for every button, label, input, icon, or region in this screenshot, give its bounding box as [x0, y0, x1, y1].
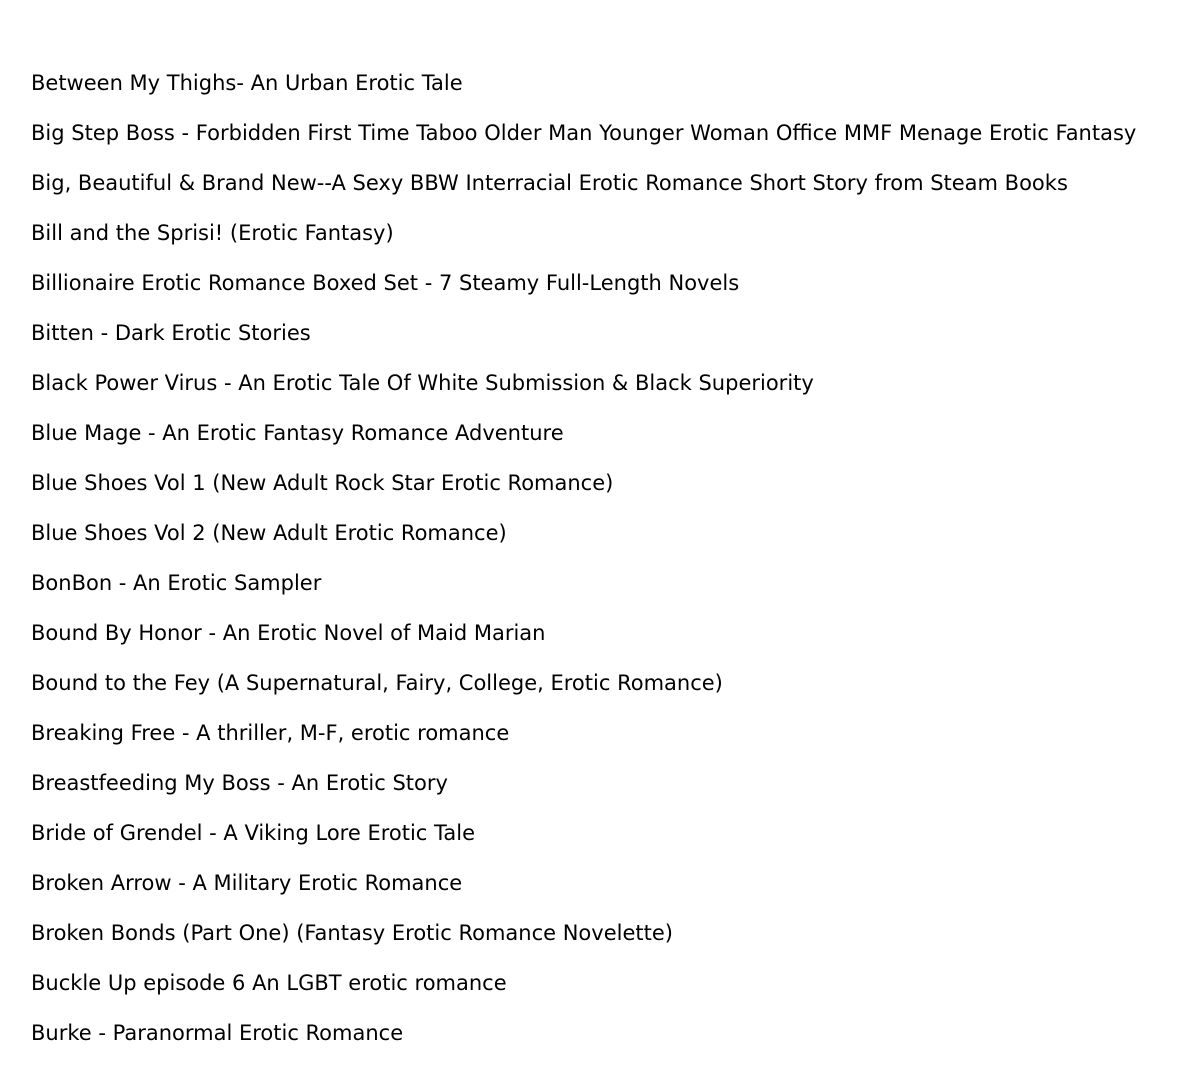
list-item: Broken Arrow - A Military Erotic Romance — [31, 871, 463, 895]
list-item: Breaking Free - A thriller, M-F, erotic romance — [31, 721, 510, 745]
list-item: Blue Mage - An Erotic Fantasy Romance Adventure — [31, 421, 564, 445]
list-item: Black Power Virus - An Erotic Tale Of White Submission & Black Superiority — [31, 371, 814, 395]
list-item: Bride of Grendel - A Viking Lore Erotic Tale — [31, 821, 475, 845]
list-item: Buckle Up episode 6 An LGBT erotic romance — [31, 971, 507, 995]
list-item: BonBon - An Erotic Sampler — [31, 571, 322, 595]
list-item: Bound By Honor - An Erotic Novel of Maid Marian — [31, 621, 546, 645]
list-item: Broken Bonds (Part One) (Fantasy Erotic Romance Novelette) — [31, 921, 673, 945]
list-item: Bitten - Dark Erotic Stories — [31, 321, 311, 345]
list-item: Blue Shoes Vol 2 (New Adult Erotic Romance) — [31, 521, 507, 545]
list-item: Burke - Paranormal Erotic Romance — [31, 1021, 404, 1045]
list-item: Breastfeeding My Boss - An Erotic Story — [31, 771, 448, 795]
list-item: Bound to the Fey (A Supernatural, Fairy, College, Erotic Romance) — [31, 671, 723, 695]
list-item: Billionaire Erotic Romance Boxed Set - 7 Steamy Full-Length Novels — [31, 271, 740, 295]
list-item: Big, Beautiful & Brand New--A Sexy BBW Interracial Erotic Romance Short Story from Steam Books — [31, 171, 1068, 195]
list-item: Big Step Boss - Forbidden First Time Taboo Older Man Younger Woman Office MMF Menage Erotic Fantasy — [31, 121, 1137, 145]
title-list — [31, 58, 1191, 1058]
list-item: Blue Shoes Vol 1 (New Adult Rock Star Erotic Romance) — [31, 471, 614, 495]
list-item: Between My Thighs- An Urban Erotic Tale — [31, 71, 463, 95]
list-item: Bill and the Sprisi! (Erotic Fantasy) — [31, 221, 394, 245]
